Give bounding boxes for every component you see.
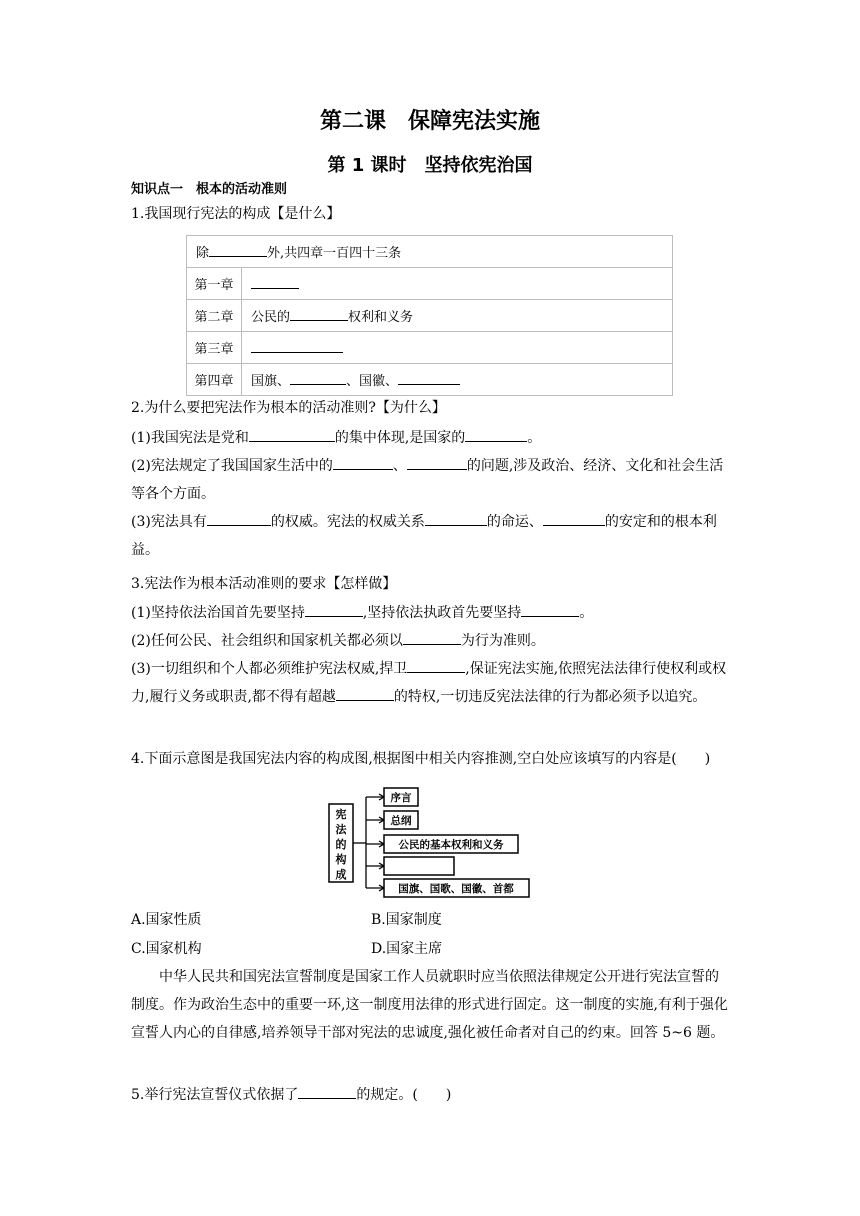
constitution-structure-diagram <box>326 776 536 904</box>
diagram-item-general: 总纲 <box>390 815 412 827</box>
diagram-blank-box[interactable] <box>384 857 454 875</box>
page-title: 第二课 保障宪法实施 <box>319 109 540 134</box>
fill-blank[interactable] <box>305 603 363 617</box>
diagram-item-symbols: 国旗、国歌、国徽、首都 <box>398 883 514 895</box>
diagram-root-char: 的 <box>335 838 347 851</box>
diagram-root-char: 法 <box>335 823 347 836</box>
diagram-item-rights: 公民的基本权利和义务 <box>398 839 504 851</box>
question-3: 3.宪法作为根本活动准则的要求【怎样做】 <box>131 576 397 592</box>
option-a[interactable]: A.国家性质 <box>131 912 202 928</box>
option-c[interactable]: C.国家机构 <box>131 941 202 957</box>
q3-item-2: (2)任何公民、社会组织和国家机关都必须以 为行为准则。 <box>131 633 545 649</box>
fill-blank[interactable] <box>209 243 267 257</box>
table-row <box>187 364 673 396</box>
fill-blank[interactable] <box>333 456 393 470</box>
table-row <box>187 236 673 268</box>
fill-blank[interactable] <box>403 631 461 645</box>
chapter-cell: 第三章 <box>187 332 242 364</box>
section-heading: 知识点一 根本的活动准则 <box>131 182 288 197</box>
chapter-cell: 第二章 <box>187 300 242 332</box>
diagram-root-char: 宪 <box>335 808 347 821</box>
fill-blank[interactable] <box>298 1085 356 1099</box>
fill-blank[interactable] <box>465 428 527 442</box>
question-1: 1.我国现行宪法的构成【是什么】 <box>131 206 341 222</box>
diagram-root-char: 构 <box>335 853 347 866</box>
fill-blank[interactable] <box>249 428 335 442</box>
table-row <box>187 300 673 332</box>
fill-blank[interactable] <box>290 307 348 321</box>
fill-blank[interactable] <box>251 339 343 353</box>
diagram-connectors <box>353 794 384 891</box>
content-cell: 公民的 权利和义务 <box>242 300 673 332</box>
content-cell <box>242 268 673 300</box>
q3-item-1: (1)坚持依法治国首先要坚持 ,坚持依法执政首先要坚持 。 <box>131 605 594 621</box>
chapter-cell: 第一章 <box>187 268 242 300</box>
reading-passage: 中华人民共和国宪法宣誓制度是国家工作人员就职时应当依照法律规定公开进行宪法宣誓的制度。作为政治生态中的重要一环,这一制度用法律的形式进行固定。这一制度的实施,有利于强化宣誓人内心的自律感,培养领导干部对宪法的忠诚度,强化被任命者对自己的约束。回答 5~6 题。 <box>131 969 728 1041</box>
fill-blank[interactable] <box>251 275 299 289</box>
q2-item-1: (1)我国宪法是党和 的集中体现,是国家的 。 <box>131 430 542 446</box>
q2-item-3: (3)宪法具有 的权威。宪法的权威关系 的命运、 的安定和的根本利益。 <box>131 514 717 558</box>
fill-blank[interactable] <box>543 512 605 526</box>
fill-blank[interactable] <box>407 659 465 673</box>
fill-blank[interactable] <box>407 456 467 470</box>
diagram-root-char: 成 <box>335 868 347 881</box>
constitution-structure-table <box>186 235 673 396</box>
q2-item-2: (2)宪法规定了我国国家生活中的 、 的问题,涉及政治、经济、文化和社会生活等各个方面。 <box>131 458 724 502</box>
fill-blank[interactable] <box>207 512 271 526</box>
q3-item-3: (3)一切组织和个人都必须维护宪法权威,捍卫 ,保证宪法实施,依照宪法法律行使权利或权力,履行义务或职责,都不得有超越 的特权,一切违反宪法法律的行为都必须予以追究。 <box>131 661 727 705</box>
chapter-cell: 第四章 <box>187 364 242 396</box>
preamble-cell: 除 外,共四章一百四十三条 <box>187 236 673 268</box>
option-d[interactable]: D.国家主席 <box>371 941 443 957</box>
fill-blank[interactable] <box>398 371 460 385</box>
fill-blank[interactable] <box>521 603 579 617</box>
option-b[interactable]: B.国家制度 <box>371 912 442 928</box>
table-row <box>187 332 673 364</box>
fill-blank[interactable] <box>425 512 487 526</box>
content-cell: 国旗、 、国徽、 <box>242 364 673 396</box>
question-4: 4.下面示意图是我国宪法内容的构成图,根据图中相关内容推测,空白处应该填写的内容是( ) <box>131 751 711 767</box>
lesson-subtitle: 第 1 课时 坚持依宪治国 <box>327 155 533 176</box>
diagram-item-preamble: 序言 <box>390 792 412 804</box>
fill-blank[interactable] <box>336 687 394 701</box>
question-2: 2.为什么要把宪法作为根本的活动准则?【为什么】 <box>131 400 446 416</box>
table-row <box>187 268 673 300</box>
question-5: 5.举行宪法宣誓仪式依据了 的规定。( ) <box>131 1087 452 1103</box>
fill-blank[interactable] <box>290 371 346 385</box>
content-cell <box>242 332 673 364</box>
